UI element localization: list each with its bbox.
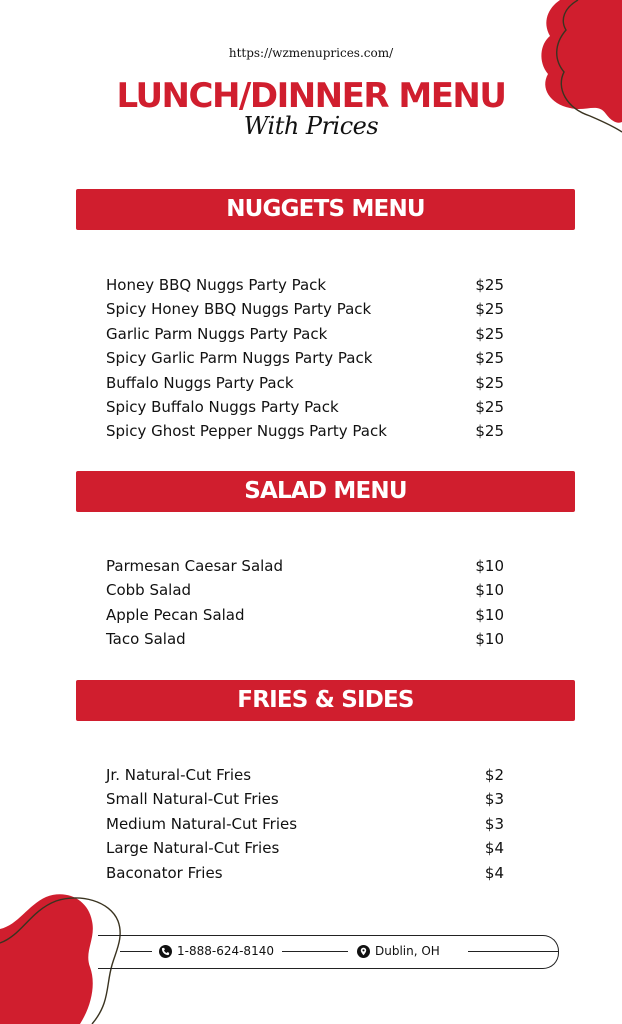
item-price: $4 [484, 863, 504, 882]
footer-phone [159, 941, 274, 961]
page-subtitle: With Prices [243, 112, 379, 140]
item-name: Parmesan Caesar Salad [106, 557, 284, 575]
item-list-fries [106, 763, 504, 885]
list-item [106, 763, 504, 787]
list-item [106, 346, 504, 370]
item-list-nuggets [106, 273, 504, 444]
item-name: Spicy Buffalo Nuggs Party Pack [106, 397, 339, 416]
item-name: Garlic Parm Nuggs Party Pack [106, 324, 328, 343]
footer-location [357, 941, 440, 961]
item-price: $25 [475, 276, 504, 294]
item-price: $10 [475, 630, 504, 649]
list-item [106, 861, 504, 885]
list-item [106, 297, 504, 321]
item-name: Spicy Honey BBQ Nuggs Party Pack [106, 300, 372, 319]
item-price: $25 [475, 373, 504, 392]
list-item [106, 578, 504, 602]
item-name: Taco Salad [106, 630, 186, 649]
list-item [106, 554, 504, 578]
item-price: $10 [475, 605, 504, 624]
list-item [106, 322, 504, 346]
item-name: Medium Natural-Cut Fries [106, 814, 298, 833]
location-pin-icon [357, 945, 370, 958]
section-banner-nuggets: NUGGETS MENU [76, 189, 575, 230]
item-price: $25 [475, 300, 504, 319]
item-name: Spicy Ghost Pepper Nuggs Party Pack [106, 422, 387, 441]
section-banner-fries: FRIES & SIDES [76, 680, 575, 721]
list-item [106, 419, 504, 443]
item-price: $10 [475, 581, 504, 600]
footer-divider-line [120, 951, 152, 952]
item-price: $3 [484, 814, 504, 833]
item-price: $25 [475, 422, 504, 441]
item-name: Buffalo Nuggs Party Pack [106, 373, 294, 392]
item-list-salad [106, 554, 504, 652]
item-name: Apple Pecan Salad [106, 605, 245, 624]
footer-divider-line [282, 951, 348, 952]
item-name: Large Natural-Cut Fries [106, 839, 280, 858]
item-name: Baconator Fries [106, 863, 223, 882]
phone-number: 1-888-624-8140 [177, 944, 274, 958]
item-name: Jr. Natural-Cut Fries [106, 766, 252, 784]
website-url: https://wzmenuprices.com/ [228, 46, 394, 60]
item-price: $4 [484, 839, 504, 858]
item-name: Small Natural-Cut Fries [106, 790, 279, 809]
item-price: $25 [475, 397, 504, 416]
item-price: $25 [475, 349, 504, 368]
item-price: $10 [475, 557, 504, 575]
footer-divider-line [468, 951, 558, 952]
item-name: Spicy Garlic Parm Nuggs Party Pack [106, 349, 373, 368]
item-name: Cobb Salad [106, 581, 192, 600]
item-name: Honey BBQ Nuggs Party Pack [106, 276, 327, 294]
list-item [106, 787, 504, 811]
phone-icon [159, 945, 172, 958]
page-title: LUNCH/DINNER MENU [116, 76, 506, 116]
list-item [106, 603, 504, 627]
list-item [106, 627, 504, 651]
list-item [106, 395, 504, 419]
item-price: $2 [484, 766, 504, 784]
list-item [106, 812, 504, 836]
list-item [106, 273, 504, 297]
list-item [106, 371, 504, 395]
section-banner-salad: SALAD MENU [76, 471, 575, 512]
location-text: Dublin, OH [375, 944, 440, 958]
item-price: $3 [484, 790, 504, 809]
list-item [106, 836, 504, 860]
item-price: $25 [475, 324, 504, 343]
